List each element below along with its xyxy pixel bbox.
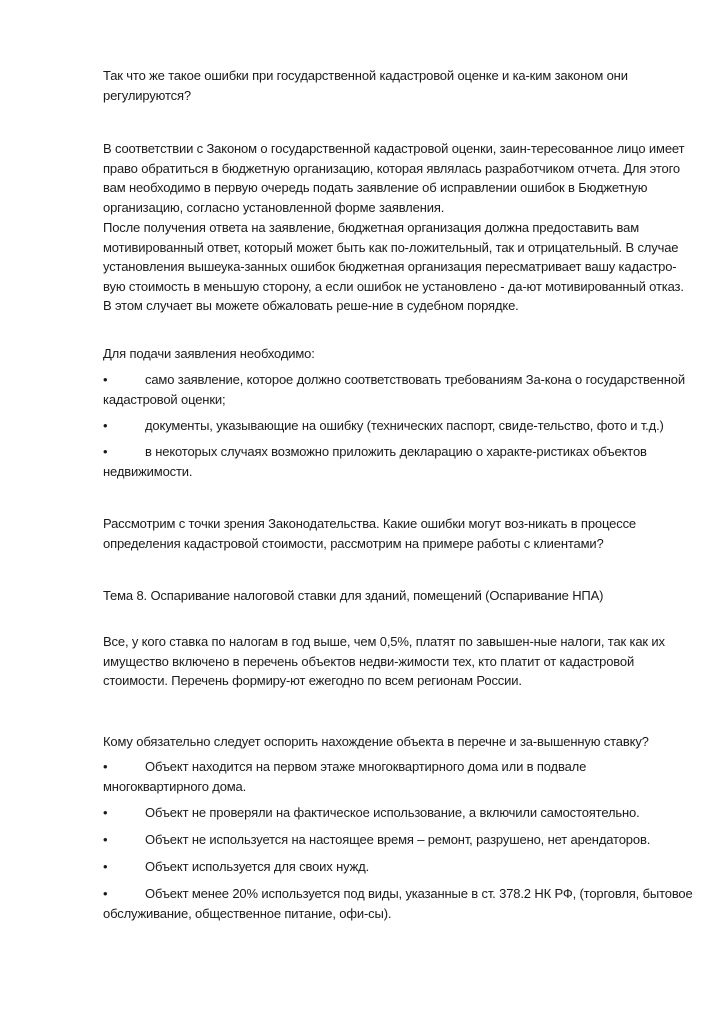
list-item bbox=[103, 442, 663, 481]
paragraph-tax-rate bbox=[103, 632, 663, 691]
text-line: Объект не проверяли на фактическое использование, а включили самостоятельно. bbox=[145, 805, 640, 820]
text-line: Для подачи заявления необходимо: bbox=[103, 346, 315, 361]
text-line: вую стоимость в меньшую сторону, а если ошибок не установлено - да-ют мотивированный отказ. bbox=[103, 278, 684, 294]
text-line: Объект находится на первом этаже многоквартирного дома или в подвале bbox=[145, 759, 587, 774]
text-line: обслуживание, общественное питание, офи-сы). bbox=[103, 905, 392, 921]
list-item bbox=[103, 416, 663, 436]
text-line: Так что же такое ошибки при государственной кадастровой оценке и ка-ким законом они bbox=[103, 68, 628, 83]
list-item bbox=[103, 884, 693, 923]
paragraph-response bbox=[103, 218, 684, 316]
text-line: Кому обязательно следует оспорить нахождение объекта в перечне и за-вышенную ставку? bbox=[103, 734, 649, 749]
text-line: мотивированный ответ, который может быть как по-ложительный, так и отрицательный. В случае bbox=[103, 239, 679, 255]
paragraph-who-should-dispute bbox=[103, 732, 663, 752]
list-item bbox=[103, 757, 663, 796]
text-line: кадастровой оценки; bbox=[103, 391, 226, 407]
bullet-icon: • bbox=[103, 759, 108, 774]
text-line: многоквартирного дома. bbox=[103, 778, 247, 794]
text-line: Объект не используется на настоящее время – ремонт, разрушено, нет арендаторов. bbox=[145, 832, 651, 847]
paragraph-law-application bbox=[103, 139, 685, 217]
paragraph-question-errors bbox=[103, 66, 663, 105]
text-line: Рассмотрим с точки зрения Законодательства. Какие ошибки могут воз-никать в процессе bbox=[103, 516, 636, 531]
bullet-icon: • bbox=[103, 805, 108, 820]
text-line: установления вышеука-занных ошибок бюджетная организация пересматривает вашу кадастро- bbox=[103, 259, 677, 274]
text-line: После получения ответа на заявление, бюджетная организация должна предоставить вам bbox=[103, 220, 640, 235]
paragraph-requirements-intro bbox=[103, 344, 663, 364]
bullet-icon: • bbox=[103, 418, 108, 433]
bullet-icon: • bbox=[103, 372, 108, 387]
text-line: Объект менее 20% используется под виды, указанные в ст. 378.2 НК РФ, (торговля, бытовое bbox=[145, 886, 693, 901]
heading-text: Тема 8. Оспаривание налоговой ставки для зданий, помещений (Оспаривание НПА) bbox=[103, 588, 604, 603]
list-item bbox=[103, 803, 663, 823]
bullet-icon: • bbox=[103, 886, 108, 901]
text-line: Объект используется для своих нужд. bbox=[145, 859, 370, 874]
list-item bbox=[103, 830, 663, 850]
bullet-icon: • bbox=[103, 832, 108, 847]
bullet-icon: • bbox=[103, 859, 108, 874]
text-line: регулируются? bbox=[103, 87, 191, 103]
bullet-icon: • bbox=[103, 444, 108, 459]
text-line: организацию, согласно установленной форме заявления. bbox=[103, 199, 445, 215]
list-item bbox=[103, 370, 685, 409]
text-line: право обратиться в бюджетную организацию, которая являлась разработчиком отчета. Для этого bbox=[103, 160, 680, 176]
text-line: В этом случает вы можете обжаловать реше-ние в судебном порядке. bbox=[103, 298, 519, 313]
text-line: определения кадастровой стоимости, рассмотрим на примере работы с клиентами? bbox=[103, 535, 604, 551]
text-line: само заявление, которое должно соответствовать требованиям За-кона о государственной bbox=[145, 372, 685, 387]
paragraph-legislation bbox=[103, 514, 663, 553]
text-line: Все, у кого ставка по налогам в год выше, чем 0,5%, платят по завышен-ные налоги, так как их bbox=[103, 634, 665, 649]
section-heading bbox=[103, 586, 663, 606]
text-line: вам необходимо в первую очередь подать заявление об исправлении ошибок в Бюджетную bbox=[103, 180, 648, 195]
text-line: В соответствии с Законом о государственной кадастровой оценки, заин-тересованное лицо имеет bbox=[103, 141, 685, 156]
text-line: недвижимости. bbox=[103, 463, 193, 479]
text-line: документы, указывающие на ошибку (технических паспорт, свиде-тельство, фото и т.д.) bbox=[145, 418, 664, 433]
list-item bbox=[103, 857, 663, 877]
text-line: стоимости. Перечень формиру-ют ежегодно по всем регионам России. bbox=[103, 673, 522, 688]
text-line: имущество включено в перечень объектов недви-жимости тех, кто платит от кадастровой bbox=[103, 653, 635, 669]
text-line: в некоторых случаях возможно приложить декларацию о характе-ристиках объектов bbox=[145, 444, 647, 459]
